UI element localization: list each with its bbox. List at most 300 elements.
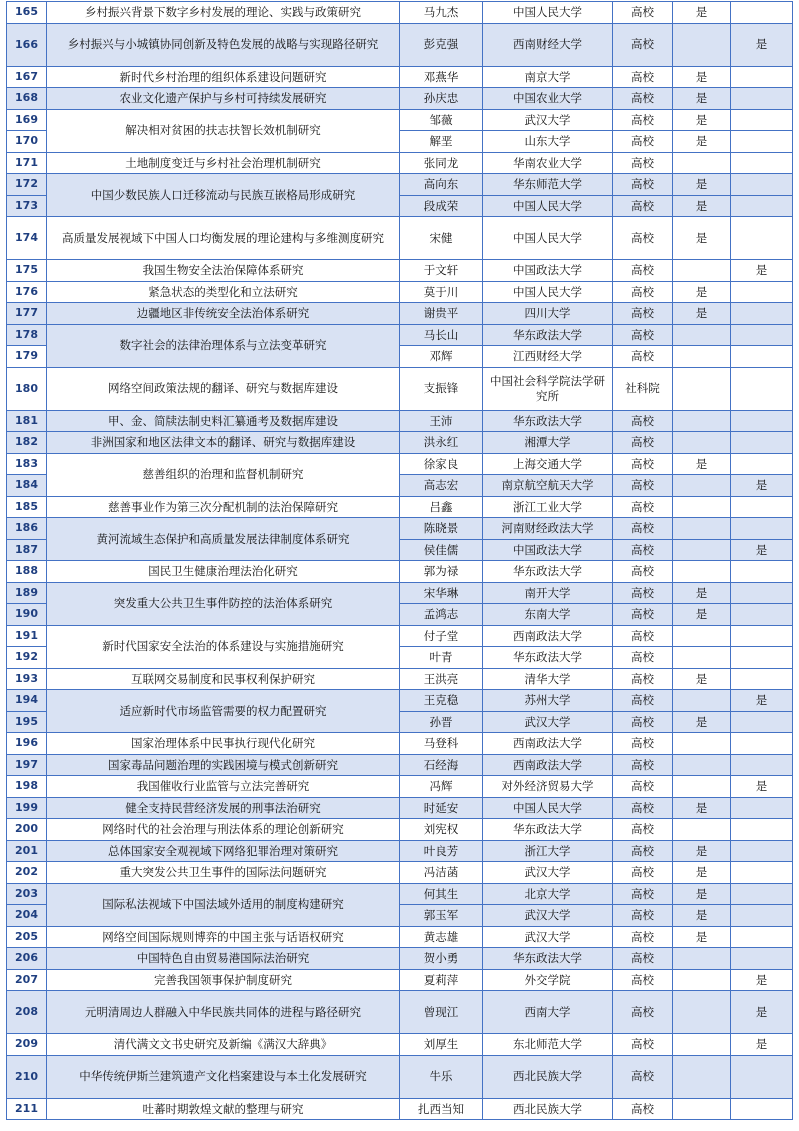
lead-researcher: 吕鑫 <box>400 496 483 518</box>
row-number: 205 <box>7 926 47 948</box>
institution-type: 高校 <box>613 668 673 690</box>
lead-researcher: 王沛 <box>400 410 483 432</box>
institution: 湘潭大学 <box>483 432 613 454</box>
row-number: 210 <box>7 1055 47 1098</box>
row-number: 185 <box>7 496 47 518</box>
project-table-body <box>7 2 793 1120</box>
table-row <box>7 518 793 540</box>
row-number: 195 <box>7 711 47 733</box>
institution: 东南大学 <box>483 604 613 626</box>
youth-flag <box>731 883 793 905</box>
key-flag: 是 <box>673 453 731 475</box>
project-title: 适应新时代市场监管需要的权力配置研究 <box>47 690 400 733</box>
key-flag <box>673 1055 731 1098</box>
table-row <box>7 367 793 410</box>
institution: 江西财经大学 <box>483 346 613 368</box>
lead-researcher: 郭玉军 <box>400 905 483 927</box>
youth-flag <box>731 668 793 690</box>
lead-researcher: 贺小勇 <box>400 948 483 970</box>
table-row <box>7 668 793 690</box>
table-row <box>7 88 793 110</box>
key-flag <box>673 991 731 1034</box>
institution: 中国农业大学 <box>483 88 613 110</box>
lead-researcher: 付子堂 <box>400 625 483 647</box>
lead-researcher: 孙庆忠 <box>400 88 483 110</box>
institution: 中国人民大学 <box>483 2 613 24</box>
lead-researcher: 支振锋 <box>400 367 483 410</box>
row-number: 168 <box>7 88 47 110</box>
row-number: 196 <box>7 733 47 755</box>
project-title: 乡村振兴背景下数字乡村发展的理论、实践与政策研究 <box>47 2 400 24</box>
youth-flag: 是 <box>731 539 793 561</box>
youth-flag <box>731 754 793 776</box>
institution-type: 高校 <box>613 1034 673 1056</box>
row-number: 173 <box>7 195 47 217</box>
key-flag <box>673 647 731 669</box>
row-number: 203 <box>7 883 47 905</box>
key-flag: 是 <box>673 2 731 24</box>
row-number: 171 <box>7 152 47 174</box>
table-row <box>7 281 793 303</box>
project-title: 突发重大公共卫生事件防控的法治体系研究 <box>47 582 400 625</box>
institution: 外交学院 <box>483 969 613 991</box>
key-flag: 是 <box>673 797 731 819</box>
institution: 苏州大学 <box>483 690 613 712</box>
key-flag <box>673 1098 731 1120</box>
lead-researcher: 宋华琳 <box>400 582 483 604</box>
row-number: 180 <box>7 367 47 410</box>
institution: 武汉大学 <box>483 711 613 733</box>
institution-type: 高校 <box>613 862 673 884</box>
project-title: 国民卫生健康治理法治化研究 <box>47 561 400 583</box>
row-number: 167 <box>7 66 47 88</box>
institution: 西南政法大学 <box>483 754 613 776</box>
institution: 北京大学 <box>483 883 613 905</box>
institution-type: 高校 <box>613 496 673 518</box>
lead-researcher: 张同龙 <box>400 152 483 174</box>
youth-flag <box>731 797 793 819</box>
lead-researcher: 冯洁菡 <box>400 862 483 884</box>
institution: 西南政法大学 <box>483 625 613 647</box>
lead-researcher: 冯辉 <box>400 776 483 798</box>
lead-researcher: 侯佳儒 <box>400 539 483 561</box>
table-row <box>7 754 793 776</box>
institution-type: 高校 <box>613 518 673 540</box>
institution-type: 高校 <box>613 324 673 346</box>
youth-flag: 是 <box>731 969 793 991</box>
youth-flag <box>731 432 793 454</box>
institution-type: 高校 <box>613 152 673 174</box>
table-row <box>7 690 793 712</box>
key-flag: 是 <box>673 174 731 196</box>
table-row <box>7 152 793 174</box>
table-row <box>7 862 793 884</box>
youth-flag <box>731 733 793 755</box>
key-flag <box>673 432 731 454</box>
youth-flag <box>731 711 793 733</box>
row-number: 178 <box>7 324 47 346</box>
lead-researcher: 解垩 <box>400 131 483 153</box>
youth-flag <box>731 131 793 153</box>
institution-type: 高校 <box>613 217 673 260</box>
project-title: 重大突发公共卫生事件的国际法问题研究 <box>47 862 400 884</box>
project-title: 边疆地区非传统安全法治体系研究 <box>47 303 400 325</box>
institution: 河南财经政法大学 <box>483 518 613 540</box>
institution-type: 高校 <box>613 281 673 303</box>
youth-flag <box>731 66 793 88</box>
table-row <box>7 303 793 325</box>
institution: 中国社会科学院法学研究所 <box>483 367 613 410</box>
institution: 东北师范大学 <box>483 1034 613 1056</box>
project-title: 中华传统伊斯兰建筑遗产文化档案建设与本土化发展研究 <box>47 1055 400 1098</box>
project-title: 土地制度变迁与乡村社会治理机制研究 <box>47 152 400 174</box>
key-flag <box>673 260 731 282</box>
youth-flag <box>731 496 793 518</box>
institution-type: 社科院 <box>613 367 673 410</box>
row-number: 186 <box>7 518 47 540</box>
project-title: 总体国家安全观视域下网络犯罪治理对策研究 <box>47 840 400 862</box>
lead-researcher: 马九杰 <box>400 2 483 24</box>
lead-researcher: 于文轩 <box>400 260 483 282</box>
key-flag: 是 <box>673 668 731 690</box>
project-title: 国际私法视域下中国法域外适用的制度构建研究 <box>47 883 400 926</box>
row-number: 181 <box>7 410 47 432</box>
lead-researcher: 孙晋 <box>400 711 483 733</box>
table-row <box>7 2 793 24</box>
institution: 浙江工业大学 <box>483 496 613 518</box>
youth-flag: 是 <box>731 991 793 1034</box>
youth-flag: 是 <box>731 475 793 497</box>
lead-researcher: 彭克强 <box>400 23 483 66</box>
institution: 华东政法大学 <box>483 647 613 669</box>
project-title: 乡村振兴与小城镇协同创新及特色发展的战略与实现路径研究 <box>47 23 400 66</box>
key-flag <box>673 969 731 991</box>
key-flag <box>673 733 731 755</box>
institution-type: 高校 <box>613 604 673 626</box>
table-row <box>7 991 793 1034</box>
key-flag: 是 <box>673 582 731 604</box>
youth-flag <box>731 948 793 970</box>
youth-flag <box>731 152 793 174</box>
project-title: 健全支持民营经济发展的刑事法治研究 <box>47 797 400 819</box>
lead-researcher: 谢贵平 <box>400 303 483 325</box>
table-row <box>7 260 793 282</box>
table-row <box>7 66 793 88</box>
key-flag: 是 <box>673 195 731 217</box>
key-flag: 是 <box>673 883 731 905</box>
row-number: 200 <box>7 819 47 841</box>
project-title: 网络空间政策法规的翻译、研究与数据库建设 <box>47 367 400 410</box>
institution: 中国人民大学 <box>483 281 613 303</box>
key-flag <box>673 625 731 647</box>
institution: 武汉大学 <box>483 926 613 948</box>
lead-researcher: 高向东 <box>400 174 483 196</box>
table-row <box>7 496 793 518</box>
institution: 华东政法大学 <box>483 819 613 841</box>
row-number: 165 <box>7 2 47 24</box>
project-title: 中国少数民族人口迁移流动与民族互嵌格局形成研究 <box>47 174 400 217</box>
institution: 南开大学 <box>483 582 613 604</box>
lead-researcher: 叶良芳 <box>400 840 483 862</box>
row-number: 187 <box>7 539 47 561</box>
table-row <box>7 561 793 583</box>
institution-type: 高校 <box>613 991 673 1034</box>
table-row <box>7 1034 793 1056</box>
table-row <box>7 582 793 604</box>
institution-type: 高校 <box>613 840 673 862</box>
youth-flag <box>731 453 793 475</box>
institution: 上海交通大学 <box>483 453 613 475</box>
institution-type: 高校 <box>613 797 673 819</box>
institution-type: 高校 <box>613 174 673 196</box>
table-row <box>7 883 793 905</box>
institution-type: 高校 <box>613 66 673 88</box>
key-flag <box>673 819 731 841</box>
project-title: 吐蕃时期敦煌文献的整理与研究 <box>47 1098 400 1120</box>
key-flag <box>673 496 731 518</box>
lead-researcher: 石经海 <box>400 754 483 776</box>
lead-researcher: 孟鸿志 <box>400 604 483 626</box>
youth-flag <box>731 582 793 604</box>
row-number: 172 <box>7 174 47 196</box>
institution-type: 高校 <box>613 883 673 905</box>
row-number: 192 <box>7 647 47 669</box>
institution-type: 高校 <box>613 303 673 325</box>
institution: 华东政法大学 <box>483 324 613 346</box>
project-title: 我国催收行业监管与立法完善研究 <box>47 776 400 798</box>
lead-researcher: 夏莉萍 <box>400 969 483 991</box>
institution: 华东师范大学 <box>483 174 613 196</box>
key-flag <box>673 324 731 346</box>
table-row <box>7 453 793 475</box>
key-flag <box>673 754 731 776</box>
youth-flag <box>731 324 793 346</box>
table-row <box>7 410 793 432</box>
lead-researcher: 叶青 <box>400 647 483 669</box>
youth-flag <box>731 819 793 841</box>
table-row <box>7 217 793 260</box>
key-flag <box>673 152 731 174</box>
row-number: 193 <box>7 668 47 690</box>
row-number: 182 <box>7 432 47 454</box>
youth-flag <box>731 518 793 540</box>
row-number: 175 <box>7 260 47 282</box>
institution: 中国人民大学 <box>483 195 613 217</box>
youth-flag <box>731 862 793 884</box>
row-number: 198 <box>7 776 47 798</box>
table-row <box>7 733 793 755</box>
youth-flag <box>731 2 793 24</box>
institution-type: 高校 <box>613 539 673 561</box>
institution: 浙江大学 <box>483 840 613 862</box>
youth-flag <box>731 647 793 669</box>
row-number: 177 <box>7 303 47 325</box>
youth-flag <box>731 303 793 325</box>
project-title: 高质量发展视域下中国人口均衡发展的理论建构与多维测度研究 <box>47 217 400 260</box>
youth-flag: 是 <box>731 1034 793 1056</box>
table-row <box>7 625 793 647</box>
institution: 武汉大学 <box>483 905 613 927</box>
institution-type: 高校 <box>613 432 673 454</box>
institution-type: 高校 <box>613 260 673 282</box>
table-row <box>7 1098 793 1120</box>
institution-type: 高校 <box>613 905 673 927</box>
row-number: 190 <box>7 604 47 626</box>
institution: 中国人民大学 <box>483 797 613 819</box>
project-title: 元明清周边人群融入中华民族共同体的进程与路径研究 <box>47 991 400 1034</box>
row-number: 201 <box>7 840 47 862</box>
institution-type: 高校 <box>613 926 673 948</box>
table-row <box>7 109 793 131</box>
institution-type: 高校 <box>613 346 673 368</box>
row-number: 197 <box>7 754 47 776</box>
key-flag <box>673 410 731 432</box>
key-flag: 是 <box>673 840 731 862</box>
lead-researcher: 刘宪权 <box>400 819 483 841</box>
project-title: 互联网交易制度和民事权利保护研究 <box>47 668 400 690</box>
row-number: 199 <box>7 797 47 819</box>
youth-flag <box>731 604 793 626</box>
institution-type: 高校 <box>613 690 673 712</box>
lead-researcher: 刘厚生 <box>400 1034 483 1056</box>
institution: 中国政法大学 <box>483 260 613 282</box>
key-flag <box>673 518 731 540</box>
key-flag: 是 <box>673 905 731 927</box>
institution-type: 高校 <box>613 819 673 841</box>
lead-researcher: 郭为禄 <box>400 561 483 583</box>
key-flag <box>673 690 731 712</box>
institution: 山东大学 <box>483 131 613 153</box>
youth-flag <box>731 195 793 217</box>
youth-flag: 是 <box>731 23 793 66</box>
key-flag: 是 <box>673 281 731 303</box>
youth-flag: 是 <box>731 690 793 712</box>
institution-type: 高校 <box>613 109 673 131</box>
institution: 中国政法大学 <box>483 539 613 561</box>
institution-type: 高校 <box>613 475 673 497</box>
table-row <box>7 23 793 66</box>
institution-type: 高校 <box>613 1098 673 1120</box>
institution-type: 高校 <box>613 2 673 24</box>
youth-flag <box>731 88 793 110</box>
project-title: 新时代国家安全法治的体系建设与实施措施研究 <box>47 625 400 668</box>
institution: 南京航空航天大学 <box>483 475 613 497</box>
youth-flag <box>731 410 793 432</box>
institution-type: 高校 <box>613 776 673 798</box>
institution-type: 高校 <box>613 582 673 604</box>
youth-flag <box>731 840 793 862</box>
lead-researcher: 邓辉 <box>400 346 483 368</box>
youth-flag: 是 <box>731 260 793 282</box>
institution: 西南财经大学 <box>483 23 613 66</box>
institution: 西南大学 <box>483 991 613 1034</box>
table-row <box>7 819 793 841</box>
project-title: 网络时代的社会治理与刑法体系的理论创新研究 <box>47 819 400 841</box>
institution-type: 高校 <box>613 1055 673 1098</box>
institution: 西南政法大学 <box>483 733 613 755</box>
institution: 西北民族大学 <box>483 1055 613 1098</box>
key-flag <box>673 1034 731 1056</box>
row-number: 207 <box>7 969 47 991</box>
institution: 华南农业大学 <box>483 152 613 174</box>
institution-type: 高校 <box>613 711 673 733</box>
youth-flag <box>731 905 793 927</box>
institution-type: 高校 <box>613 754 673 776</box>
table-row <box>7 324 793 346</box>
youth-flag <box>731 561 793 583</box>
table-row <box>7 840 793 862</box>
row-number: 189 <box>7 582 47 604</box>
project-title: 农业文化遗产保护与乡村可持续发展研究 <box>47 88 400 110</box>
institution: 对外经济贸易大学 <box>483 776 613 798</box>
row-number: 204 <box>7 905 47 927</box>
project-title: 网络空间国际规则博弈的中国主张与话语权研究 <box>47 926 400 948</box>
lead-researcher: 马登科 <box>400 733 483 755</box>
key-flag <box>673 948 731 970</box>
institution-type: 高校 <box>613 625 673 647</box>
institution-type: 高校 <box>613 88 673 110</box>
institution: 华东政法大学 <box>483 948 613 970</box>
project-title: 数字社会的法律治理体系与立法变革研究 <box>47 324 400 367</box>
institution-type: 高校 <box>613 969 673 991</box>
lead-researcher: 马长山 <box>400 324 483 346</box>
institution-type: 高校 <box>613 23 673 66</box>
lead-researcher: 宋健 <box>400 217 483 260</box>
row-number: 211 <box>7 1098 47 1120</box>
youth-flag: 是 <box>731 776 793 798</box>
project-title: 甲、金、简牍法制史料汇纂通考及数据库建设 <box>47 410 400 432</box>
key-flag: 是 <box>673 88 731 110</box>
youth-flag <box>731 217 793 260</box>
table-row <box>7 948 793 970</box>
row-number: 183 <box>7 453 47 475</box>
project-title: 慈善事业作为第三次分配机制的法治保障研究 <box>47 496 400 518</box>
project-title: 黄河流域生态保护和高质量发展法律制度体系研究 <box>47 518 400 561</box>
row-number: 188 <box>7 561 47 583</box>
lead-researcher: 何其生 <box>400 883 483 905</box>
institution-type: 高校 <box>613 453 673 475</box>
key-flag <box>673 776 731 798</box>
table-row <box>7 1055 793 1098</box>
project-title: 清代满文文书史研究及新编《满汉大辞典》 <box>47 1034 400 1056</box>
row-number: 202 <box>7 862 47 884</box>
youth-flag <box>731 367 793 410</box>
youth-flag <box>731 1098 793 1120</box>
lead-researcher: 徐家良 <box>400 453 483 475</box>
key-flag: 是 <box>673 711 731 733</box>
institution: 西北民族大学 <box>483 1098 613 1120</box>
youth-flag <box>731 346 793 368</box>
lead-researcher: 洪永红 <box>400 432 483 454</box>
lead-researcher: 邹薇 <box>400 109 483 131</box>
key-flag <box>673 475 731 497</box>
row-number: 209 <box>7 1034 47 1056</box>
key-flag <box>673 23 731 66</box>
institution: 四川大学 <box>483 303 613 325</box>
lead-researcher: 黄志雄 <box>400 926 483 948</box>
youth-flag <box>731 926 793 948</box>
key-flag: 是 <box>673 604 731 626</box>
project-title: 紧急状态的类型化和立法研究 <box>47 281 400 303</box>
institution-type: 高校 <box>613 561 673 583</box>
institution-type: 高校 <box>613 948 673 970</box>
project-title: 非洲国家和地区法律文本的翻译、研究与数据库建设 <box>47 432 400 454</box>
institution: 华东政法大学 <box>483 561 613 583</box>
lead-researcher: 牛乐 <box>400 1055 483 1098</box>
table-row <box>7 432 793 454</box>
institution: 武汉大学 <box>483 109 613 131</box>
key-flag: 是 <box>673 66 731 88</box>
